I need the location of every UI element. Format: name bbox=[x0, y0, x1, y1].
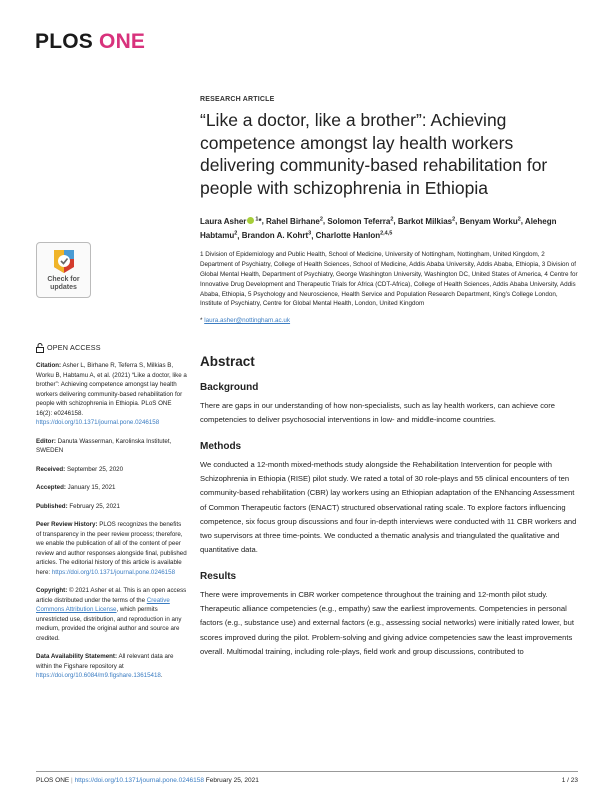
author[interactable]: Benyam Worku$^2$ bbox=[459, 216, 521, 226]
section-text-methods: We conducted a 12-month mixed-methods study alongside the Rehabilitation Intervention for people with Schizophrenia in Ethiopia (RISE) pilot study. We rated a total of 30 role-plays and 55 clinical encounters of ten community-based rehabilitation (CBR) lay workers using an Ethiopian adaptation of the ENhancing Assessment of Common Therapeutic factors (ENACT) structured observational rating scale. To explore factors influencing competence, six focus group discussions and four in-depth interviews were conducted with 11 CBR workers and two supervisors at three time-points. We conducted a thematic analysis and triangulated the qualitative and quantitative data. bbox=[200, 459, 577, 555]
figshare-link[interactable]: https://doi.org/10.6084/m9.figshare.13615418 bbox=[36, 672, 161, 679]
journal-logo bbox=[35, 30, 145, 54]
check-for-updates-badge[interactable] bbox=[36, 242, 91, 298]
corresponding-email: * laura.asher@nottingham.ac.uk bbox=[200, 317, 291, 325]
section-text-results: There were improvements in CBR worker competence throughout the training and 12-month pilot study. Therapeutic alliance competencies (e.g., empathy) saw the earliest improvements. Competencies in personal factors (e.g., substance use) and external factors (e.g., assessing social networks) were initially rated lower, but scores improved during the pilot. Problem-solving and giving advice competencies saw the least improvements overall. Multimodal training, including role-plays, field work and group discussions, contributed to bbox=[200, 589, 574, 656]
article-title: “Like a doctor, like a brother”: Achieving competence amongst lay health workers delivering community-based rehabilitation for people with schizophrenia in Ethiopia bbox=[200, 110, 548, 198]
section-text-background: There are gaps in our understanding of how non-specialists, such as lay health workers, can achieve core competencies to deliver psychosocial interventions in low- and middle-income countries. bbox=[200, 401, 555, 425]
author-list: Laura Asher $^1$*, Rahel Birhane$^2$, Solomon Teferra$^2$, Barkot Milkias$^2$, Benyam Worku$^2$, Alehegn Habtamu$^2$, Brandon A. Kohrt$^3$, Charlotte Hanlon$^{2,4,5}$ bbox=[200, 216, 557, 241]
open-access-badge bbox=[36, 343, 187, 353]
accepted-block: Accepted: January 15, 2021 bbox=[36, 484, 116, 491]
section-heading-methods: Methods bbox=[200, 440, 242, 452]
received-block: Received: September 25, 2020 bbox=[36, 465, 124, 473]
section-heading-background: Background bbox=[200, 382, 259, 394]
author[interactable]: Rahel Birhane$^2$ bbox=[266, 216, 323, 226]
open-lock-icon bbox=[36, 343, 44, 353]
editor-block: Editor: Danuta Wasserman, Karolinska Institutet, SWEDEN bbox=[36, 437, 172, 454]
article-type-label: RESEARCH ARTICLE bbox=[200, 96, 275, 103]
author[interactable]: Brandon A. Kohrt$^3$ bbox=[241, 230, 312, 241]
published-block: Published: February 25, 2021 bbox=[36, 502, 120, 510]
citation-block: Citation: Asher L, Birhane R, Teferra S, Milkias B, Worku B, Habtamu A, et al. (2021) “Like a doctor, like a brother”: Achieving competence amongst lay health workers delivering community-based rehabilitation for people with schizophrenia in Ethiopia. PLoS ONE 16(2): e0246158. https://doi.org/10.1371/journal.pone.0246158 bbox=[36, 362, 187, 426]
author[interactable]: Alehegn Habtamu$^2$ bbox=[200, 216, 557, 241]
footer-separator: | bbox=[71, 777, 73, 784]
article-main bbox=[200, 96, 578, 659]
orcid-icon[interactable] bbox=[247, 217, 254, 224]
peer-review-link[interactable]: https://doi.org/10.1371/journal.pone.0246158 bbox=[51, 568, 176, 576]
check-for-updates-label: Check for updates bbox=[47, 276, 80, 291]
logo-plos: PLOS bbox=[35, 30, 93, 53]
footer-date: February 25, 2021 bbox=[205, 777, 259, 784]
author[interactable]: Charlotte Hanlon$^{2,4,5}$ bbox=[315, 230, 393, 241]
peer-review-block: Peer Review History: PLOS recognizes the benefits of transparency in the peer review process; therefore, we enable the publication of all of the content of peer review and author responses alongside final, published articles. The editorial history of this article is available here: https://doi.org/10.1371/journal.pone.0246158 bbox=[36, 521, 187, 576]
footer-journal: PLOS ONE bbox=[36, 777, 70, 784]
crossmark-icon bbox=[51, 247, 77, 275]
license-link[interactable]: Creative Commons Attribution License bbox=[36, 596, 170, 613]
affiliations: 1 Division of Epidemiology and Public Health, School of Medicine, University of Nottingham, Nottingham, United Kingdom, 2 Department of Psychiatry, College of Health Sciences, School of Medicine, Addis Ababa University, Addis Ababa, Ethiopia, 3 Division of Global Mental Health, Department of Psychiatry, George Washington University, Washington DC, United States of America, 4 Centre for Innovative Drug Development and Therapeutic Trials for Africa (CDT-Africa), College of Health Sciences, Addis Ababa University, Addis Ababa, Ethiopia, 5 Psychology and Neuroscience, Health Service and Population Research Department, King’s College London, Institute of Psychiatry, Centre for Global Mental Health, London, United Kingdom bbox=[200, 251, 578, 308]
footer-divider bbox=[36, 771, 578, 772]
citation-doi-link[interactable]: https://doi.org/10.1371/journal.pone.0246158 bbox=[36, 419, 160, 426]
author[interactable]: Solomon Teferra$^2$ bbox=[327, 216, 394, 226]
footer-doi-link[interactable]: https://doi.org/10.1371/journal.pone.0246158 bbox=[74, 777, 204, 784]
article-sidebar bbox=[36, 343, 187, 690]
section-heading-results: Results bbox=[200, 570, 237, 582]
open-access-label: OPEN ACCESS bbox=[47, 343, 101, 353]
copyright-block: Copyright: © 2021 Asher et al. This is an open access article distributed under the terms of the Creative Commons Attribution License, which permits unrestricted use, distribution, and reproduction in any medium, provided the original author and source are credited. bbox=[36, 587, 187, 642]
abstract-heading: Abstract bbox=[200, 354, 255, 370]
data-availability-block: Data Availability Statement: All relevant data are within the Figshare repository at https://doi.org/10.6084/m9.figshare.13615418. bbox=[36, 653, 174, 679]
email-link[interactable]: laura.asher@nottingham.ac.uk bbox=[204, 317, 291, 325]
author[interactable]: Laura Asher $^1$* bbox=[200, 216, 262, 226]
logo-one: ONE bbox=[99, 30, 146, 53]
author[interactable]: Barkot Milkias$^2$ bbox=[397, 216, 456, 226]
page-number: 1 / 23 bbox=[561, 777, 578, 784]
footer-citation bbox=[36, 777, 259, 784]
